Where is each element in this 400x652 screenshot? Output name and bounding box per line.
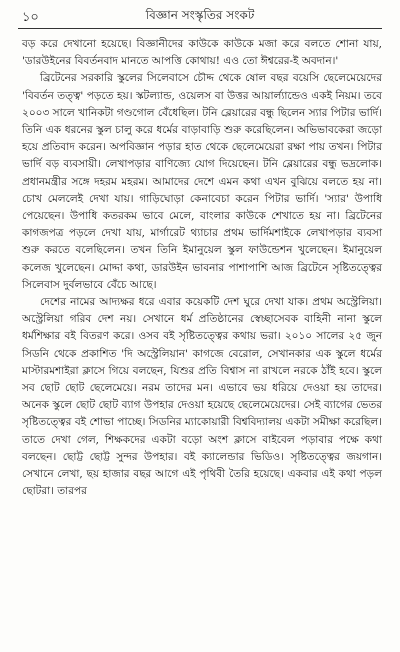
paragraph-2: ব্রিটেনের সরকারি স্কুলের সিলেবাসে চৌদ্দ থেকে ষোল বছর বয়েসি ছেলেমেয়েদের 'বিবর্তন তত্ত্ব' পড়তে হয়। স্কটল্যান্ড, ওয়েলস বা উত্তর আয়ার্ল্যান্ডেও একই নিয়ম। তবে ২০০৩ সালে খানিকটা গণ্ডগোল বেঁধেছিল। টনি ব্লেয়ারের বন্ধু ছিলেন স্যার পিটার ভার্দি। তিনি এক ধরনের স্কুল চালু করে ধর্মের বাড়াবাড়ি শুরু করেছিলেন। অভিভাবকেরা জড়ো হয়ে প্রতিবাদ করেন। অপবিজ্ঞান পড়ার হাত থেকে ছেলেমেয়েরা রক্ষা পায় তখন। পিটার ভার্দি বড় ব্যবসায়ী। লেখাপড়ার বাণিজ্যে যোগ দিয়েছেন। টনি ব্লেয়ারের বন্ধু ভদ্রলোক। প্রধানমন্ত্রীর সঙ্গে দহরম মহরম। আমাদের দেশে এমন কথা এখন বুঝিয়ে বলতে হয় না। চোখ মেললেই দেখা যায়। গাড়িঘোড়া কেনাবেচা করেন পিটার ভার্দি। 'স্যার' উপাধি পেয়েছেন। উপাধি কতরকম ভাবে মেলে, বাংলার কাউকে শেখাতে হয় না। ব্রিটেনের কাগজপত্র পড়লে দেখা যায়, মার্গারেট থ্যাচার প্রথম ভার্দিমশাইকে লেখাপড়ার ব্যবসা শুরু করতে বলেছিলেন। তখন তিনি ইমানুয়েল স্কুল ফাউন্ডেশন খুলেছেন। ইমানুয়েল কলেজ খুলেছেন। মোদ্দা কথা, ডারউইন ভাবনার পাশাপাশি আজ ব্রিটেনে সৃষ্টিতত্ত্বের সিলেবাস দুর্বলভাবে বেঁচে আছে।	[22, 72, 382, 291]
paragraph-1: বড় করে দেখানো হয়েছে। বিজ্ঞানীদের কাউকে কাউকে মজা করে বলতে শোনা যায়, 'ডারউইনের বিবর্তনবাদ মানতে আপত্তি কোথায়! এও তো ঈশ্বরের-ই অবদান।'	[22, 38, 382, 68]
page-number: ১০	[22, 10, 39, 25]
paragraph-3: দেশের নামের আদ্যক্ষর ধরে এবার কয়েকটি দেশ ঘুরে দেখা যাক। প্রথম অস্ট্রেলিয়া। অস্ট্রেলিয়া গরিব দেশ নয়। সেখানে ধর্ম প্রতিষ্ঠানের স্বেচ্ছাসেবক বাহিনী নানা স্কুলে ধর্মশিক্ষার বই বিতরণ করে। ওসব বই সৃষ্টিতত্ত্বের কথায় ভরা। ২০১০ সালের ২৫ জুন সিডনি থেকে প্রকাশিত 'দি অস্ট্রেলিয়ান' কাগজে বেরোল, সেখানকার এক স্কুলে ধর্মের মাস্টারমশাইরা ক্লাসে গিয়ে বলছেন, যিশুর প্রতি বিশ্বাস না রাখলে নরকে ঠাঁই হবে। স্কুলে সব ছোট ছোট ছেলেমেয়ে। নরম তাদের মন। এভাবে ভয় ধরিয়ে দেওয়া হয় তাদের। অনেক স্কুলে ছোট ছোট ব্যাগ উপহার দেওয়া হয়েছে ছেলেমেয়েদের। সেই ব্যাগের ভেতর সৃষ্টিতত্ত্বের বই শোভা পাচ্ছে। সিডনির ম্যাকোয়ারী বিশ্ববিদ্যালয় একটা সমীক্ষা করেছিল। তাতে দেখা গেল, শিক্ষকদের একটা বড়ো অংশ ক্লাসে বাইবেল পড়াবার পক্ষে কথা বলছেন। ছোট্ট ছোট্ট সুন্দর উপহার। বই ক্যালেন্ডার ভিডিও। সৃষ্টিতত্ত্বের জয়গান। সেখানে লেখা, ছয় হাজার বছর আগে এই পৃথিবী তৈরি হয়েছে। একবার এই কথা পড়ল ছোটরা। তারপর	[22, 296, 382, 498]
page-header	[18, 4, 382, 29]
running-title: বিজ্ঞান সংস্কৃতির সংকট	[145, 8, 255, 22]
page-body	[22, 36, 382, 500]
